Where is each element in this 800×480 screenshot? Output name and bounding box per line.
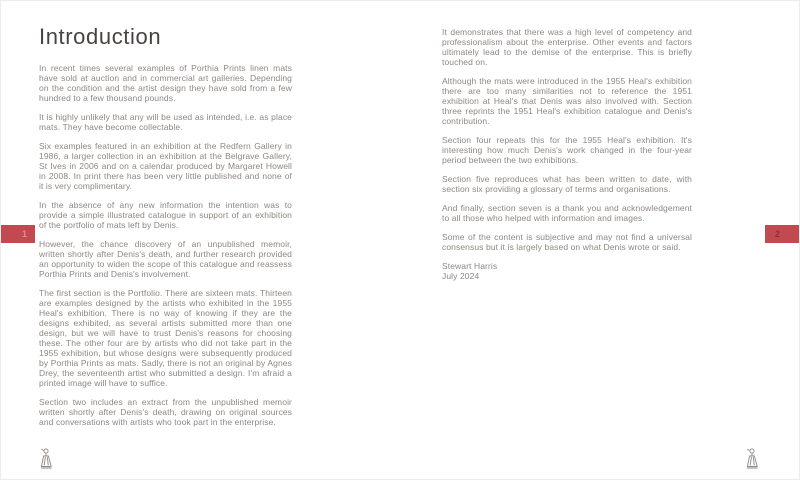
author-name: Stewart Harris (442, 261, 498, 271)
paragraph: Six examples featured in an exhibition at the Redfern Gallery in 1986, a larger collection in an exhibition at the Belgrave Gallery, St Ives in 2006 and on a calendar produced by Margaret Howell in 2008. In print there has been very little published and none of it is very complimentary. (39, 141, 292, 191)
page-title: Introduction (39, 24, 162, 49)
page-left (1, 1, 401, 480)
paragraph: It is highly unlikely that any will be used as intended, i.e. as place mats. They have become collectable. (39, 112, 292, 132)
paragraph: However, the chance discovery of an unpublished memoir, written shortly after Denis's death, and further research provided an opportunity to widen the scope of this catalogue and reassess Porthia Prints and Denis's involvement. (39, 239, 292, 279)
publication-date: July 2024 (442, 271, 480, 281)
page-left-content (39, 25, 292, 436)
paragraph: In the absence of any new information the intention was to provide a simple illustrated catalogue in support of an exhibition of the portfolio of mats left by Denis. (39, 200, 292, 230)
page-number: 1 (21, 229, 27, 239)
paragraph: Although the mats were introduced in the 1955 Heal's exhibition there are too many similarities not to reference the 1951 exhibition at Heal's that Denis was also involved with. Section three reprints the 1951 Heal's exhibition catalogue and Denis's contribution. (442, 76, 692, 126)
paragraph: And finally, section seven is a thank you and acknowledgement to all those who helped with information and images. (442, 203, 692, 223)
paragraph: Some of the content is subjective and may not find a universal consensus but it is largely based on what Denis wrote or said. (442, 232, 692, 252)
page-number: 2 (775, 229, 781, 239)
page-number-tab-right (765, 225, 799, 243)
paragraph: Section two includes an extract from the unpublished memoir written shortly after Denis's death, drawing on original sources and conversations with artists who took part in the enterprise. (39, 397, 292, 427)
paragraph: In recent times several examples of Porthia Prints linen mats have sold at auction and in commercial art galleries. Depending on the condition and the artist design they have sold from a few hundred to a few thousand pounds. (39, 63, 292, 103)
page-right (401, 1, 800, 480)
page-number-tab-left (1, 225, 35, 243)
paragraph: Section four repeats this for the 1955 Heal's exhibition. It's interesting how much Denis's work changed in the four-year period between the two exhibitions. (442, 135, 692, 165)
signature-block (442, 261, 692, 281)
page-right-content (442, 27, 692, 281)
bell-logo-icon (743, 447, 761, 471)
bell-logo-icon (37, 447, 55, 471)
paragraph: Section five reproduces what has been written to date, with section six providing a glossary of terms and organisations. (442, 174, 692, 194)
paragraph: It demonstrates that there was a high level of competency and professionalism about the enterprise. Other events and factors ultimately lead to the demise of the enterprise. This is briefly touched on. (442, 27, 692, 67)
paragraph: The first section is the Portfolio. There are sixteen mats. Thirteen are examples designed by the artists who exhibited in the 1955 Heal's exhibition. There is no way of knowing if they are the designs exhibited, as several artists submitted more than one design, but we will have to trust Denis's reasons for choosing these. The other four are by artists who did not take part in the 1955 exhibition, but whose designs were subsequently produced by Porthia Prints as mats. Sadly, there is not an original by Agnes Drey, the seventeenth artist who submitted a design. I'm afraid a printed image will have to suffice. (39, 288, 292, 388)
